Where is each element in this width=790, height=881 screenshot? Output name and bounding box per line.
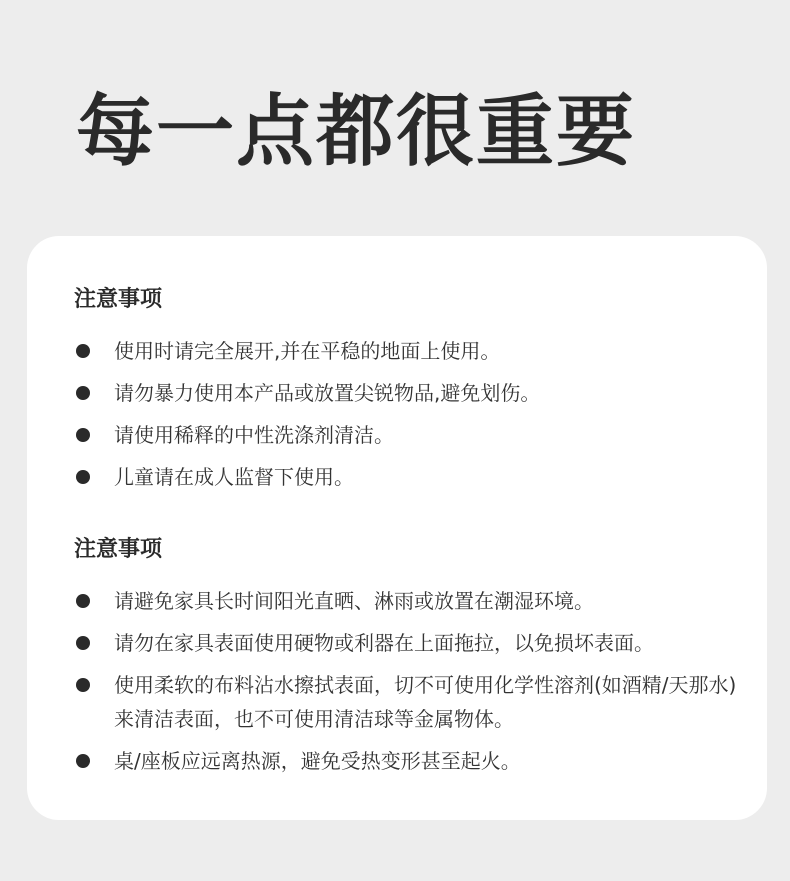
section-heading: 注意事项: [74, 537, 163, 562]
notice-section-1: [74, 284, 754, 502]
list-item-text: 请避免家具长时间阳光直晒、淋雨或放置在潮湿环境。: [114, 589, 594, 613]
list-item: [74, 744, 754, 778]
list-item-text: 使用柔软的布料沾水擦拭表面，切不可使用化学性溶剂(如酒精/天那水)来清洁表面，也不可使用清洁球等金属物体。: [114, 673, 737, 731]
bullet-dot-icon: [76, 386, 90, 400]
list-item: [74, 418, 754, 452]
list-item-text: 桌/座板应远离热源，避免受热变形甚至起火。: [114, 749, 521, 773]
bullet-dot-icon: [76, 594, 90, 608]
bullet-list: [74, 334, 754, 494]
list-item-text: 请使用稀释的中性洗涤剂清洁。: [114, 423, 394, 447]
section-heading: 注意事项: [74, 287, 163, 312]
page-title: 每一点都很重要: [76, 87, 637, 177]
list-item: [74, 668, 754, 736]
bullet-dot-icon: [76, 470, 90, 484]
bullet-list: [74, 584, 754, 778]
bullet-dot-icon: [76, 678, 90, 692]
notes-card: [27, 236, 767, 820]
bullet-dot-icon: [76, 344, 90, 358]
bullet-dot-icon: [76, 428, 90, 442]
list-item: [74, 460, 754, 494]
list-item-text: 使用时请完全展开,并在平稳的地面上使用。: [114, 339, 501, 363]
bullet-dot-icon: [76, 636, 90, 650]
list-item: [74, 584, 754, 618]
list-item: [74, 376, 754, 410]
bullet-dot-icon: [76, 754, 90, 768]
notice-section-2: [74, 534, 754, 786]
list-item-text: 请勿在家具表面使用硬物或利器在上面拖拉，以免损坏表面。: [114, 631, 654, 655]
list-item-text: 请勿暴力使用本产品或放置尖锐物品,避免划伤。: [114, 381, 541, 405]
list-item: [74, 626, 754, 660]
list-item-text: 儿童请在成人监督下使用。: [114, 465, 354, 489]
list-item: [74, 334, 754, 368]
